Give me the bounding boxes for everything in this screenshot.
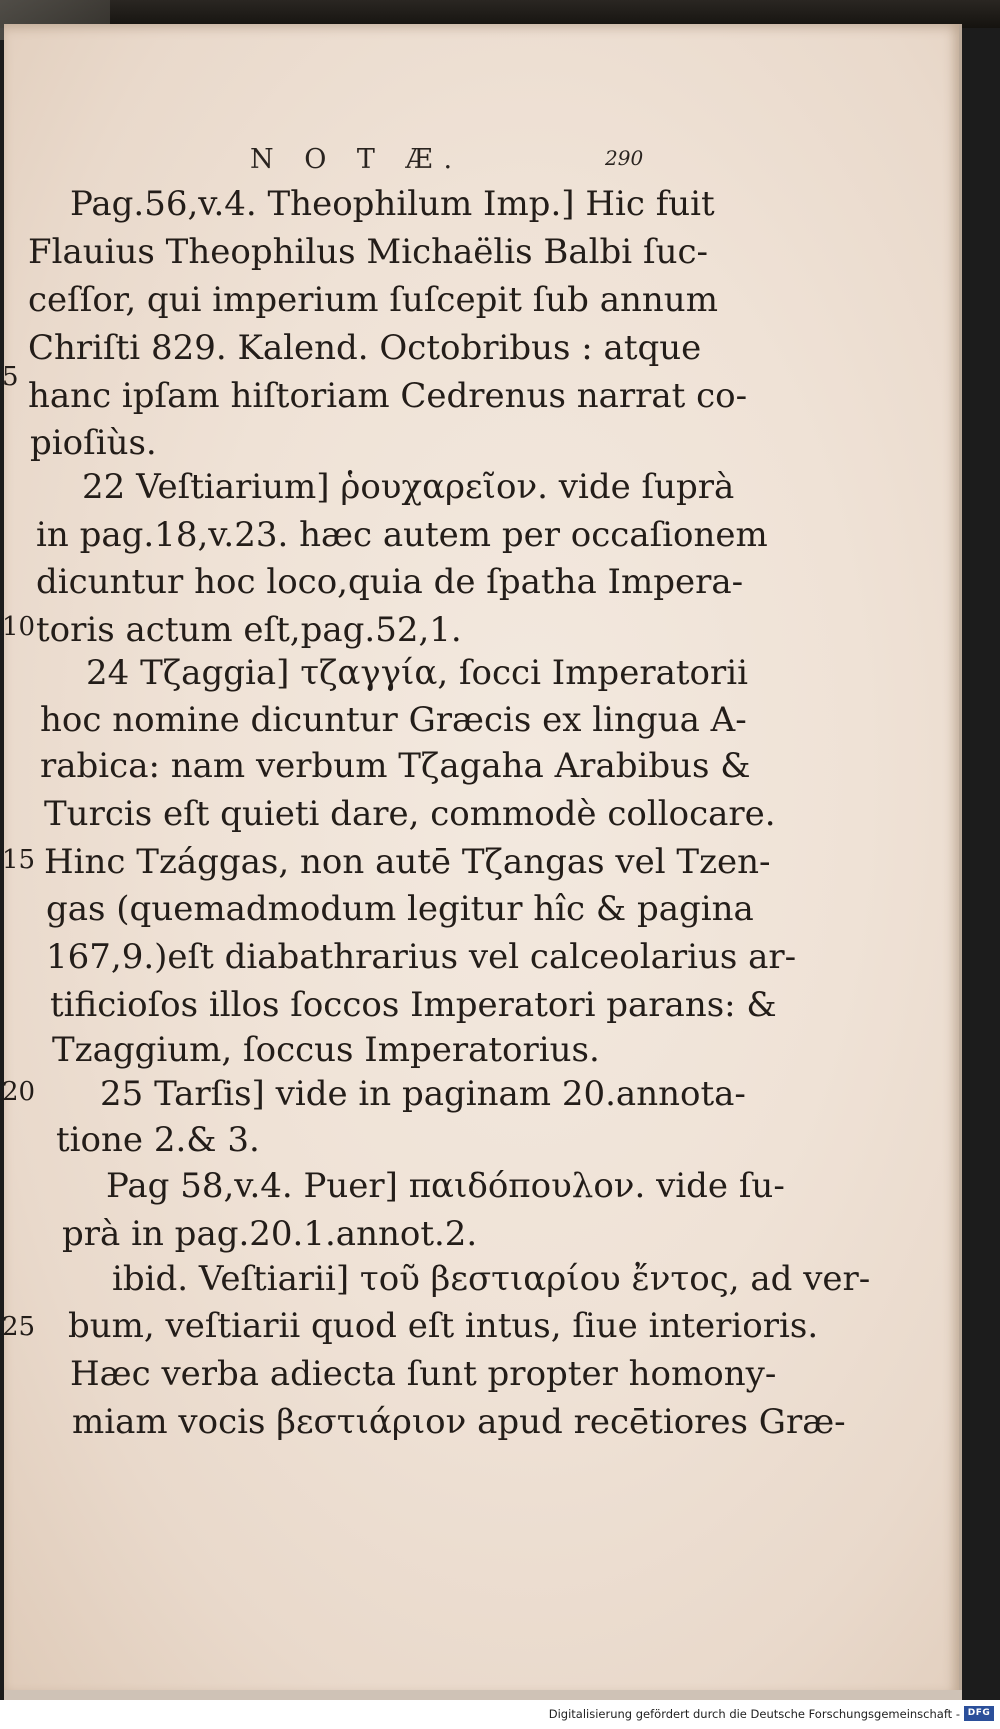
text-line: hanc ipſam hiſtoriam Cedrenus narrat co- <box>28 376 748 416</box>
text-line: ceſſor, qui imperium ſuſcepit ſub annum <box>28 280 718 320</box>
text-line: bum, veſtiarii quod eſt intus, ſiue interioris. <box>68 1306 819 1346</box>
text-line: toris actum eſt,pag.52,1. <box>36 610 462 650</box>
line-marker-25: 25 <box>2 1312 36 1342</box>
text-line: Pag 58,v.4. Puer] παιδόπουλον. vide ſu- <box>106 1166 785 1206</box>
text-line: Chriſti 829. Kalend. Octobribus : atque <box>28 328 702 368</box>
text-line: pioſiùs. <box>30 423 157 463</box>
text-line: 22 Veſtiarium] ῥουχαρεῖον. vide ſuprà <box>82 467 735 507</box>
text-line: 25 Tarſis] vide in paginam 20.annota- <box>100 1074 746 1114</box>
text-line: Flauius Theophilus Michaëlis Balbi ſuc- <box>28 232 708 272</box>
text-line: Hinc Tzággas, non autē Tζangas vel Tzen- <box>44 842 771 882</box>
line-marker-10: 10 <box>2 612 36 642</box>
text-line: tione 2.& 3. <box>56 1120 260 1160</box>
text-line: ibid. Veſtiarii] τοῦ βεστιαρίου ἔντος, ad ver- <box>112 1259 871 1299</box>
text-line: Hæc verba adiecta ſunt propter homony- <box>70 1354 777 1394</box>
text-line: gas (quemadmodum legitur hîc & pagina <box>46 889 754 929</box>
dfg-logo: DFG <box>964 1706 994 1721</box>
text-line: in pag.18,v.23. hæc autem per occaſionem <box>36 515 768 555</box>
line-marker-5: 5 <box>2 362 19 392</box>
line-marker-15: 15 <box>2 845 36 875</box>
page-bottom-edge <box>4 1690 962 1700</box>
text-line: dicuntur hoc loco,quia de ſpatha Impera- <box>36 562 744 602</box>
text-line: 167,9.)eſt diabathrarius vel calceolarius ar- <box>46 937 797 977</box>
text-line: tificioſos illos ſoccos Imperatori parans: & <box>50 985 777 1025</box>
text-line: Turcis eſt quieti dare, commodè collocare. <box>44 794 776 834</box>
line-marker-20: 20 <box>2 1077 36 1107</box>
text-line: Pag.56,v.4. Theophilum Imp.] Hic fuit <box>70 184 715 224</box>
text-line: 24 Tζaggia] τζαγγία, ſocci Imperatorii <box>86 653 748 693</box>
text-line: prà in pag.20.1.annot.2. <box>62 1214 478 1254</box>
running-header: N O T Æ. <box>250 144 464 175</box>
text-line: rabica: nam verbum Tζagaha Arabibus & <box>40 746 751 786</box>
funding-credit: Digitalisierung gefördert durch die Deutsche Forschungsgemeinschaft - <box>548 1707 960 1721</box>
text-line: Tzaggium, ſoccus Imperatorius. <box>52 1030 600 1070</box>
page-number: 290 <box>605 146 644 170</box>
text-line: miam vocis βεστιάριον apud recētiores Græ- <box>72 1402 846 1442</box>
text-line: hoc nomine dicuntur Græcis ex lingua A- <box>40 700 747 740</box>
